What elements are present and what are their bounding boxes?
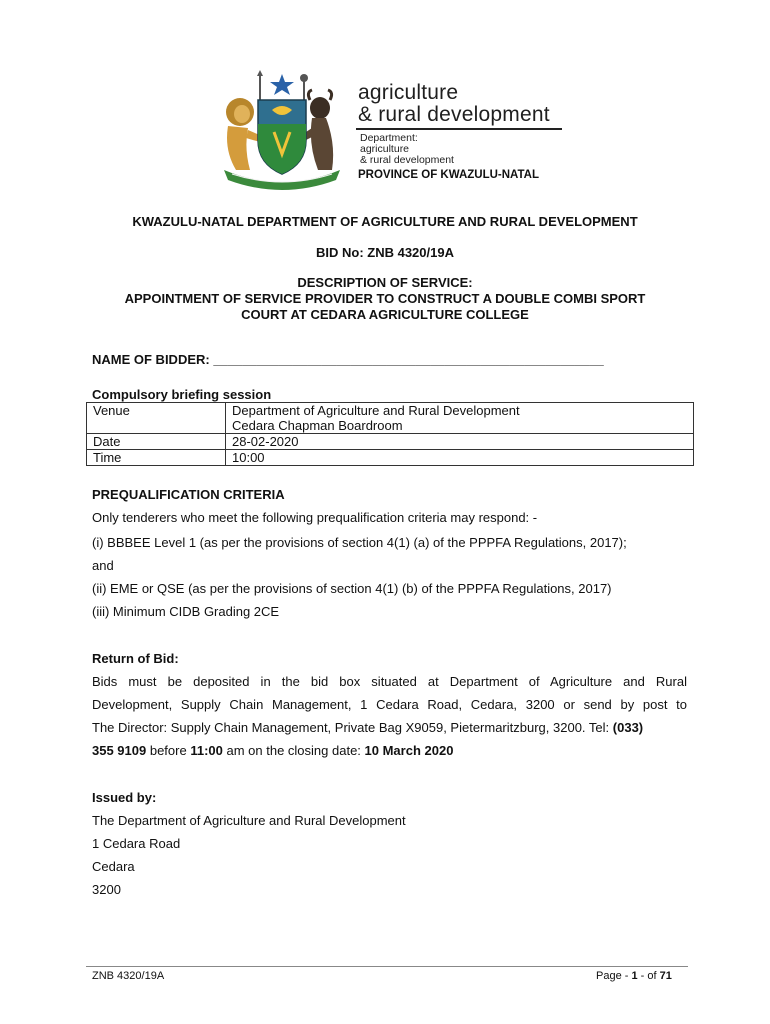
document-title: KWAZULU-NATAL DEPARTMENT OF AGRICULTURE AND RURAL DEVELOPMENT: [132, 214, 638, 229]
org-name-line1: agriculture: [358, 81, 459, 104]
briefing-heading: Compulsory briefing session: [92, 387, 272, 402]
briefing-value: [226, 403, 694, 434]
table-row: [87, 450, 694, 466]
return-bid-line1: Bids must be deposited in the bid box situated at Department of Agriculture and Rural: [92, 674, 687, 689]
return-bid-line3: [92, 720, 643, 735]
briefing-table: [86, 402, 694, 466]
bidder-name-field: NAME OF BIDDER: ______________________________________________________: [92, 352, 604, 367]
bid-number: BID No: ZNB 4320/19A: [316, 245, 454, 260]
text-fragment: before: [146, 743, 191, 758]
prequal-item-3: (iii) Minimum CIDB Grading 2CE: [92, 604, 280, 619]
dept-label-line1: Department:: [360, 132, 418, 144]
venue-line2: Cedara Chapman Boardroom: [232, 418, 403, 433]
prequal-item-2: (ii) EME or QSE (as per the provisions of section 4(1) (b) of the PPPFA Regulations, 2017): [92, 581, 612, 596]
return-bid-line2: Development, Supply Chain Management, 1 Cedara Road, Cedara, 3200 or send by post to: [92, 697, 687, 712]
province-label: PROVINCE OF KWAZULU-NATAL: [358, 169, 540, 181]
phone-number: 355 9109: [92, 743, 147, 758]
closing-date: 10 March 2020: [364, 743, 454, 758]
prequal-item-1: (i) BBBEE Level 1 (as per the provisions of section 4(1) (a) of the PPPFA Regulations, 2017);: [92, 535, 627, 550]
page-indicator: [596, 970, 672, 982]
table-row: [87, 403, 694, 434]
return-bid-line4: [92, 743, 453, 758]
briefing-key: Date: [87, 434, 226, 450]
text-fragment: am on the closing date:: [222, 743, 365, 758]
phone-area-code: (033): [612, 720, 644, 735]
page-prefix: Page -: [596, 970, 632, 982]
issuer-line: Cedara: [92, 859, 135, 874]
issuer-line: The Department of Agriculture and Rural Development: [92, 813, 406, 828]
venue-line1: Department of Agriculture and Rural Development: [232, 403, 520, 418]
dept-label-line2: agriculture: [360, 143, 410, 155]
table-row: [87, 434, 694, 450]
closing-time: 11:00: [190, 743, 223, 758]
issuer-line: 1 Cedara Road: [92, 836, 181, 851]
header-divider: [356, 128, 562, 130]
return-bid-line3-text: The Director: Supply Chain Management, Private Bag X9059, Pietermaritzburg, 3200. Tel:: [92, 720, 610, 735]
service-heading: DESCRIPTION OF SERVICE:: [297, 275, 473, 290]
footer-reference: ZNB 4320/19A: [92, 970, 165, 982]
page-mid: - of: [637, 970, 660, 982]
org-name-line2: & rural development: [358, 103, 550, 126]
briefing-value: 10:00: [226, 450, 694, 466]
issued-by-heading: Issued by:: [92, 790, 157, 805]
page-number: 1: [631, 970, 638, 982]
issuer-line: 3200: [92, 882, 121, 897]
service-description-line1: APPOINTMENT OF SERVICE PROVIDER TO CONSTRUCT A DOUBLE COMBI SPORT: [124, 291, 646, 306]
coat-of-arms-icon: [214, 70, 350, 192]
briefing-value: 28-02-2020: [226, 434, 694, 450]
footer-divider: [86, 966, 688, 967]
briefing-key: Venue: [87, 403, 226, 434]
dept-label-line3: & rural development: [360, 154, 454, 166]
briefing-key: Time: [87, 450, 226, 466]
page-total: 71: [659, 970, 672, 982]
service-description-line2: COURT AT CEDARA AGRICULTURE COLLEGE: [241, 307, 529, 322]
prequal-intro: Only tenderers who meet the following prequalification criteria may respond: -: [92, 510, 538, 525]
return-bid-heading: Return of Bid:: [92, 651, 179, 666]
prequal-item-1-cont: and: [92, 558, 114, 573]
prequal-heading: PREQUALIFICATION CRITERIA: [92, 487, 285, 502]
